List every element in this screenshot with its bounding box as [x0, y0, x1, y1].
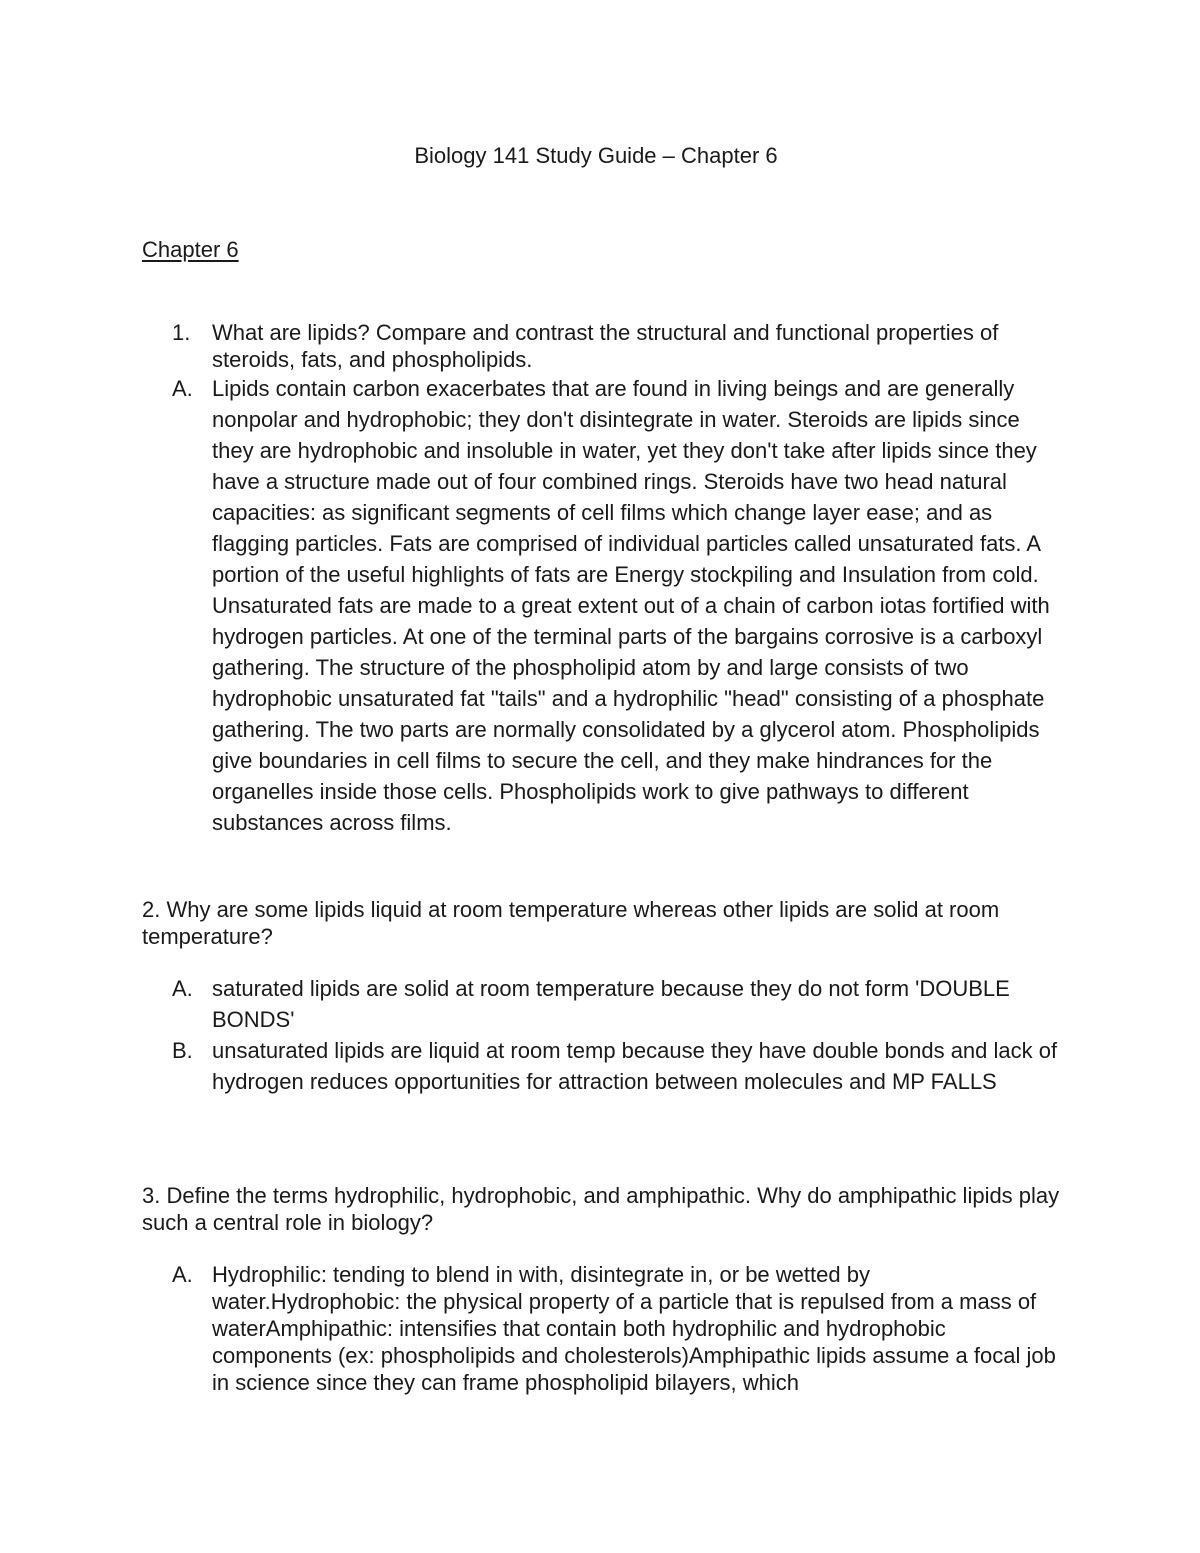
document-title: Biology 141 Study Guide – Chapter 6 [414, 143, 778, 168]
question-2-answer-b-text: unsaturated lipids are liquid at room temp because they have double bonds and lack of hydrogen reduces opportunities for attraction between molecules and MP FALLS [212, 1038, 1058, 1094]
question-1-answer [142, 373, 1062, 838]
question-3-text: 3. Define the terms hydrophilic, hydrophobic, and amphipathic. Why do amphipathic lipids play such a central role in biology? [142, 1183, 1060, 1235]
question-3-answer-marker: A. [172, 1262, 193, 1287]
chapter-heading: Chapter 6 [142, 237, 239, 262]
question-1 [142, 319, 1062, 373]
question-3-answer-text: Hydrophilic: tending to blend in with, disintegrate in, or be wetted by water.Hydrophobic: the physical property of a particle that is repulsed from a mass of waterAmphipathic: intensifies that contain both hydrophilic and hydrophobic components (ex: phospholipids and cholesterols)Amphipathic lipids assume a focal job in science since they can frame phospholipid bilayers, which [212, 1262, 1056, 1395]
question-3-answer [142, 1261, 1062, 1396]
question-2-answer-a [142, 973, 1062, 1035]
question-2-answer-a-marker: A. [172, 976, 193, 1001]
question-1-answer-marker: A. [172, 376, 193, 401]
question-1-number: 1. [172, 320, 191, 345]
question-1-answer-text: Lipids contain carbon exacerbates that are found in living beings and are generally nonpolar and hydrophobic; they don't disintegrate in water. Steroids are lipids since they are hydrophobic and insoluble in water, yet they don't take after lipids since they have a structure made out of four combined rings. Steroids have two head natural capacities: as significant segments of cell films which change layer ease; and as flagging particles. Fats are comprised of individual particles called unsaturated fats. A portion of the useful highlights of fats are Energy stockpiling and Insulation from cold. Unsaturated fats are made to a great extent out of a chain of carbon iotas fortified with hydrogen particles. At one of the terminal parts of the bargains corrosive is a carboxyl gathering. The structure of the phospholipid atom by and large consists of two hydrophobic unsaturated fat "tails" and a hydrophilic "head" consisting of a phosphate gathering. The two parts are normally consolidated by a glycerol atom. Phospholipids give boundaries in cell films to secure the cell, and they make hindrances for the organelles inside those cells. Phospholipids work to give pathways to different substances across films. [212, 376, 1050, 835]
question-2-answer-a-text: saturated lipids are solid at room temperature because they do not form 'DOUBLE BONDS' [212, 976, 1010, 1032]
question-1-text: What are lipids? Compare and contrast the structural and functional properties of steroids, fats, and phospholipids. [212, 320, 999, 372]
question-2-answer-b [142, 1035, 1062, 1097]
question-2-text: 2. Why are some lipids liquid at room temperature whereas other lipids are solid at room temperature? [142, 897, 1000, 949]
question-2-answer-b-marker: B. [172, 1038, 193, 1063]
